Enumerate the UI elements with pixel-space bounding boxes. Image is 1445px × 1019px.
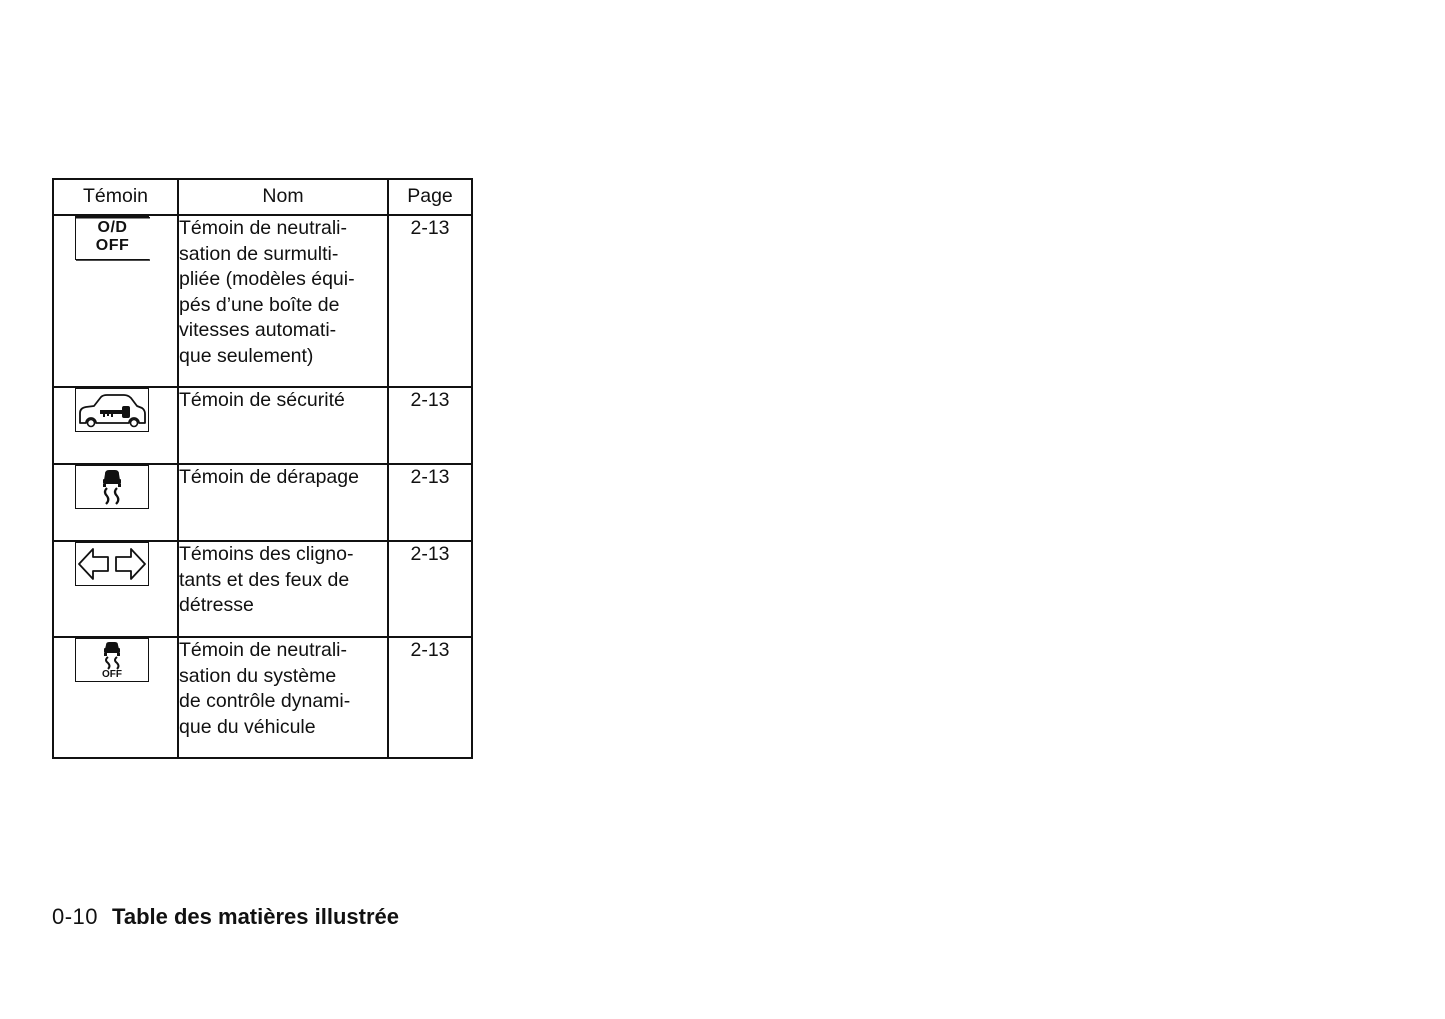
icon-cell bbox=[53, 541, 178, 637]
page-number: 0-10 bbox=[52, 904, 99, 929]
header-page: Page bbox=[388, 179, 472, 215]
table-header-row bbox=[53, 179, 472, 215]
page-cell: 2-13 bbox=[388, 637, 472, 758]
page-cell: 2-13 bbox=[388, 464, 472, 541]
header-temoin: Témoin bbox=[53, 179, 178, 215]
icon-cell bbox=[53, 387, 178, 464]
od-off-label: OFF bbox=[95, 237, 130, 254]
section-title: Table des matières illustrée bbox=[112, 904, 399, 929]
icon-cell bbox=[53, 464, 178, 541]
icon-cell bbox=[53, 637, 178, 758]
icon-cell bbox=[53, 215, 178, 387]
light-name: Témoin de neutrali- sation de surmulti- pliée (modèles équi- pés d’une boîte de vitesses automati- que seulement) bbox=[179, 217, 355, 367]
light-name: Témoins des cligno- tants et des feux de détresse bbox=[179, 543, 354, 616]
name-cell bbox=[178, 215, 388, 387]
page-cell: 2-13 bbox=[388, 541, 472, 637]
table-row bbox=[53, 541, 472, 637]
light-name: Témoin de neutrali- sation du système de contrôle dynami- que du véhicule bbox=[179, 639, 351, 738]
od-off-icon bbox=[75, 216, 149, 260]
table-row bbox=[53, 464, 472, 541]
light-name: Témoin de dérapage bbox=[179, 466, 359, 488]
name-cell bbox=[178, 637, 388, 758]
vdc-off-icon bbox=[75, 638, 149, 682]
vdc-off-label: OFF bbox=[102, 669, 122, 680]
table-row bbox=[53, 637, 472, 758]
name-cell bbox=[178, 541, 388, 637]
page-cell: 2-13 bbox=[388, 215, 472, 387]
name-cell bbox=[178, 464, 388, 541]
light-name: Témoin de sécurité bbox=[179, 389, 345, 411]
header-nom: Nom bbox=[178, 179, 388, 215]
security-car-key-icon bbox=[75, 388, 149, 432]
table-row bbox=[53, 215, 472, 387]
page-footer bbox=[52, 903, 399, 931]
name-cell bbox=[178, 387, 388, 464]
turn-signal-arrows-icon bbox=[75, 542, 149, 586]
slip-icon bbox=[75, 465, 149, 509]
warning-lights-table bbox=[52, 178, 473, 759]
page-cell: 2-13 bbox=[388, 387, 472, 464]
od-label: O/D bbox=[97, 219, 128, 236]
table-row bbox=[53, 387, 472, 464]
